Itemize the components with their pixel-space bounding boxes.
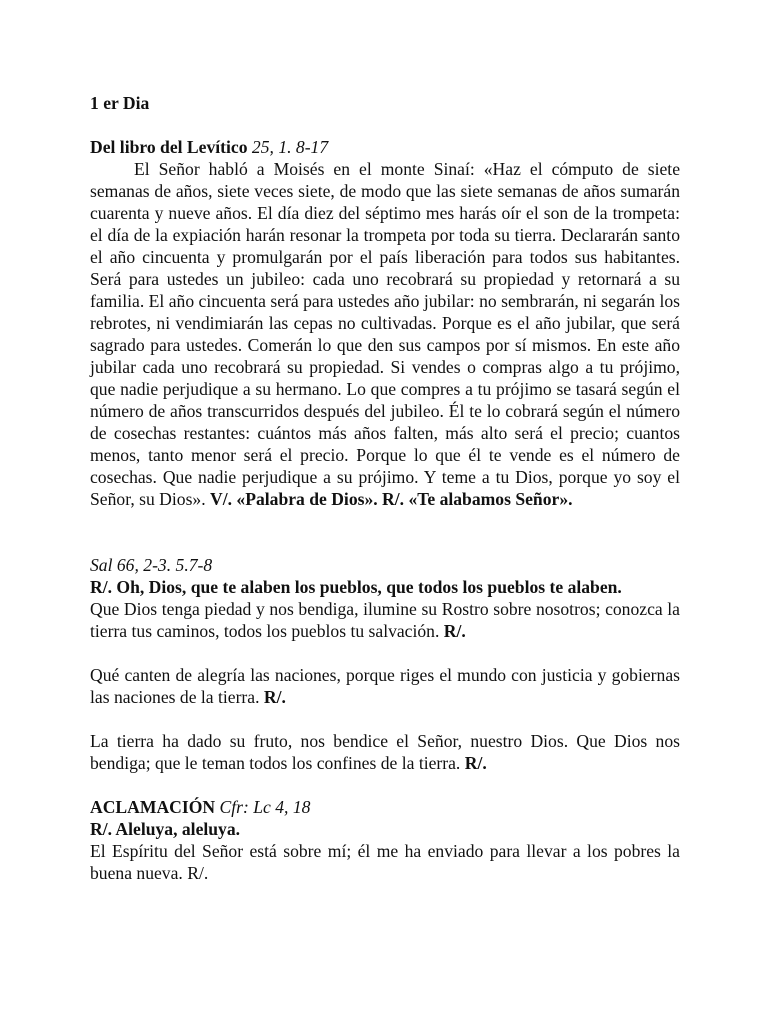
document-content <box>90 92 680 884</box>
psalm-response: R/. Oh, Dios, que te alaben los pueblos, que todos los pueblos te alaben. <box>90 577 622 597</box>
reading-closing: V/. «Palabra de Dios». R/. «Te alabamos Señor». <box>210 489 573 509</box>
reading-reference: 25, 1. 8-17 <box>251 137 329 157</box>
acclamation-heading <box>90 796 680 818</box>
psalm-stanza-text: Que Dios tenga piedad y nos bendiga, ilumine su Rostro sobre nosotros; conozca la tierra tus caminos, todos los pueblos tu salvación. <box>90 599 680 641</box>
reading-heading <box>90 136 680 158</box>
acclamation-response: R/. Aleluya, aleluya. <box>90 819 241 839</box>
reading-body: El Señor habló a Moisés en el monte Sinaí: «Haz el cómputo de siete semanas de años, siete veces siete, de modo que las siete semanas de años sumarán cuarenta y nueve años. El día diez del séptimo mes harás oír el son de la trompeta: el día de la expiación harán resonar la trompeta por toda su tierra. Declararán santo el año cincuenta y promulgarán por el país liberación para todos sus habitantes. Será para ustedes un jubileo: cada uno recobrará su propiedad y retornará a su familia. El año cincuenta será para ustedes año jubilar: no sembrarán, ni segarán los rebrotes, ni vendimiarán las cepas no cultivadas. Porque es el año jubilar, que será sagrado para ustedes. Comerán lo que den sus campos por sí mismos. En este año jubilar cada uno recobrará su propiedad. Si vendes o compras algo a tu prójimo, que nadie perjudique a su hermano. Lo que compres a tu prójimo se tasará según el número de años transcurridos después del jubileo. Él te lo cobrará según el número de cosechas restantes: cuántos más años falten, más alto será el precio; cuantos menos, tanto menor será el precio. Porque lo que él te vende es el número de cosechas. Que nadie perjudique a su prójimo. Y teme a tu Dios, porque yo soy el Señor, su Dios». <box>90 159 680 509</box>
psalm-stanza-2 <box>90 664 680 708</box>
reading-book: Del libro del Levítico <box>90 137 248 157</box>
psalm-stanza-3 <box>90 730 680 774</box>
acclamation-reference: Cfr: Lc 4, 18 <box>219 797 311 817</box>
psalm-response-marker: R/. <box>263 687 286 707</box>
psalm-response-marker: R/. <box>464 753 487 773</box>
day-title: 1 er Dia <box>90 93 150 113</box>
psalm-stanza-text: Qué canten de alegría las naciones, porque riges el mundo con justicia y gobiernas las naciones de la tierra. <box>90 665 680 707</box>
acclamation-title: ACLAMACIÓN <box>90 797 216 817</box>
psalm-stanza-text: La tierra ha dado su fruto, nos bendice el Señor, nuestro Dios. Que Dios nos bendiga; que le teman todos los confines de la tierra. <box>90 731 680 773</box>
psalm-stanza-1 <box>90 598 680 642</box>
acclamation-text: El Espíritu del Señor está sobre mí; él me ha enviado para llevar a los pobres la buena nueva. R/. <box>90 841 680 883</box>
psalm-reference: Sal 66, 2-3. 5.7-8 <box>90 555 213 575</box>
reading-text <box>90 158 680 510</box>
psalm-response-marker: R/. <box>443 621 466 641</box>
